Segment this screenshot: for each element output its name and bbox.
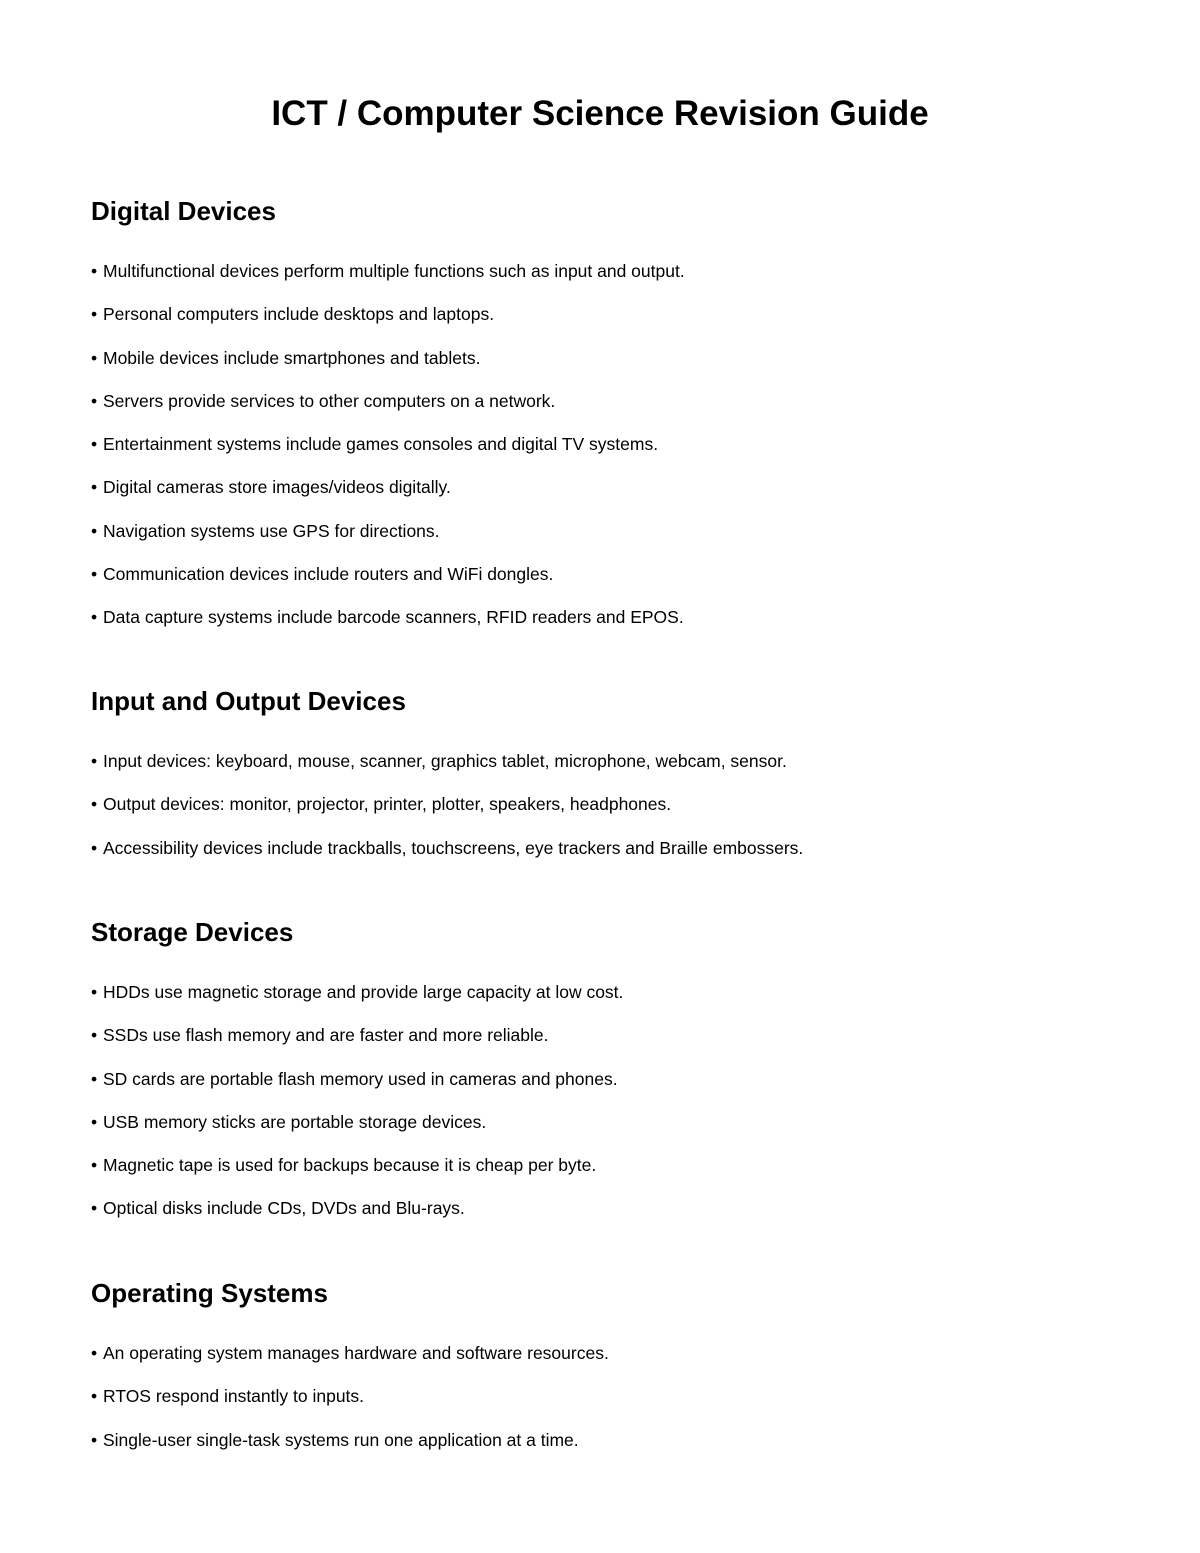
bullet-glyph: • [91,794,98,815]
list-item-text: Single-user single-task systems run one application at a time. [103,1429,579,1450]
bullet-list [91,260,1111,628]
list-item-text: SSDs use flash memory and are faster and more reliable. [103,1025,549,1046]
bullet-glyph: • [91,261,98,281]
list-item-text: Personal computers include desktops and laptops. [103,304,495,325]
list-item [91,1429,1111,1451]
section-storage-devices [91,916,1111,1241]
bullet-list [91,981,1111,1219]
list-item-text: Optical disks include CDs, DVDs and Blu-rays. [103,1198,465,1219]
bullet-glyph: • [91,390,98,411]
list-item [91,347,1111,369]
list-item [91,563,1111,585]
list-item-text: Communication devices include routers and WiFi dongles. [103,564,554,585]
bullet-glyph: • [91,1429,98,1450]
list-item [91,1024,1111,1046]
list-item [91,260,1111,282]
section-heading: Input and Output Devices [91,686,406,716]
page-title: ICT / Computer Science Revision Guide [271,94,929,133]
list-item [91,520,1111,542]
list-item-text: Multifunctional devices perform multiple functions such as input and output. [103,261,685,281]
bullet-glyph: • [91,564,98,585]
list-item-text: Input devices: keyboard, mouse, scanner, graphics tablet, microphone, webcam, sensor. [103,751,787,771]
list-item [91,750,1111,772]
list-item [91,476,1111,498]
list-item [91,390,1111,412]
list-item-text: SD cards are portable flash memory used in cameras and phones. [103,1068,618,1089]
section-digital-devices [91,195,1111,650]
list-item [91,837,1111,859]
list-item [91,793,1111,815]
list-item-text: Output devices: monitor, projector, printer, plotter, speakers, headphones. [103,794,672,815]
section-heading: Operating Systems [91,1278,328,1308]
bullet-glyph: • [91,1198,98,1219]
bullet-glyph: • [91,477,98,498]
bullet-glyph: • [91,607,98,628]
list-item-text: USB memory sticks are portable storage devices. [103,1111,487,1132]
list-item-text: Mobile devices include smartphones and tablets. [103,347,481,368]
list-item [91,1385,1111,1407]
section-heading: Storage Devices [91,917,294,947]
list-item-text: Entertainment systems include games consoles and digital TV systems. [103,434,659,455]
list-item [91,981,1111,1003]
list-item [91,606,1111,628]
bullet-glyph: • [91,304,98,325]
list-item [91,303,1111,325]
section-heading: Digital Devices [91,196,276,226]
list-item-text: Digital cameras store images/videos digitally. [103,477,451,498]
list-item [91,1154,1111,1176]
bullet-list [91,1342,1111,1451]
list-item-text: Accessibility devices include trackballs, touchscreens, eye trackers and Braille embossers. [103,837,804,858]
section-input-output-devices [91,685,1111,880]
list-item [91,1197,1111,1219]
list-item-text: Data capture systems include barcode scanners, RFID readers and EPOS. [103,607,684,628]
section-operating-systems [91,1277,1111,1472]
list-item [91,1068,1111,1090]
bullet-glyph: • [91,837,98,858]
bullet-glyph: • [91,982,98,1002]
list-item-text: Servers provide services to other computers on a network. [103,390,556,411]
bullet-glyph: • [91,1343,98,1363]
list-item [91,433,1111,455]
bullet-list [91,750,1111,859]
list-item [91,1342,1111,1364]
bullet-glyph: • [91,1386,98,1407]
list-item [91,1111,1111,1133]
bullet-glyph: • [91,1068,98,1089]
list-item-text: Magnetic tape is used for backups because it is cheap per byte. [103,1155,597,1176]
bullet-glyph: • [91,1155,98,1176]
list-item-text: RTOS respond instantly to inputs. [103,1386,365,1407]
list-item-text: An operating system manages hardware and software resources. [103,1343,609,1363]
bullet-glyph: • [91,1111,98,1132]
bullet-glyph: • [91,347,98,368]
bullet-glyph: • [91,434,98,455]
list-item-text: Navigation systems use GPS for directions. [103,520,440,541]
list-item-text: HDDs use magnetic storage and provide large capacity at low cost. [103,982,624,1002]
bullet-glyph: • [91,520,98,541]
bullet-glyph: • [91,751,98,771]
bullet-glyph: • [91,1025,98,1046]
